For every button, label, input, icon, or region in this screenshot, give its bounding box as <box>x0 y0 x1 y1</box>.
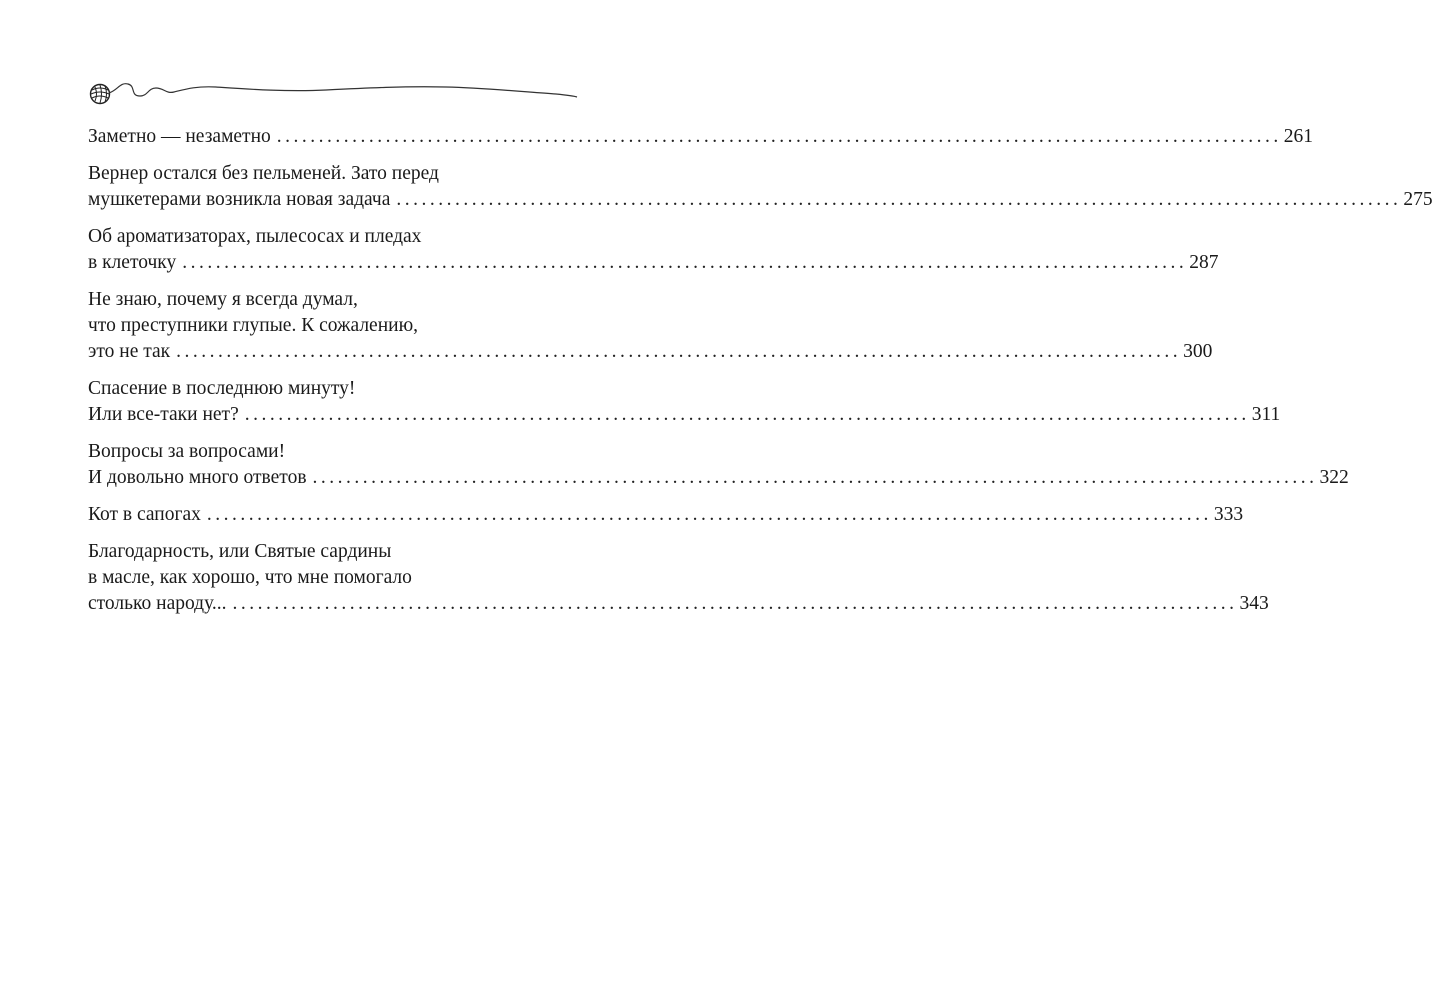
toc-entry <box>88 439 1349 491</box>
toc-entry <box>88 376 1281 428</box>
dot-leader: ........................................................................................................................ <box>244 404 1250 425</box>
toc-page-number: 300 <box>1183 341 1213 362</box>
yarn-ball-icon <box>91 85 110 104</box>
toc-entry <box>88 502 1244 528</box>
toc-page-number: 311 <box>1251 404 1281 425</box>
toc-entry-title-line: Кот в сапогах <box>88 504 201 525</box>
toc-entry-title-line: это не так <box>88 341 171 362</box>
yarn-ball-ornament <box>86 70 578 110</box>
toc-entry-title-line: И довольно много ответов <box>88 467 307 488</box>
toc-entry-last-line <box>88 250 1219 276</box>
toc-entry-title-line: что преступники глупые. К сожалению, <box>88 315 419 336</box>
toc-entry-last-line <box>88 124 1314 150</box>
toc-entry-title-line: Вопросы за вопросами! <box>88 441 286 462</box>
dot-leader: ........................................................................................................................ <box>206 504 1212 525</box>
toc-page-number: 261 <box>1283 126 1314 147</box>
toc-entry <box>88 287 1213 365</box>
toc-entry-last-line <box>88 591 1269 617</box>
dot-leader: ........................................................................................................................ <box>176 341 1182 362</box>
toc-entry-last-line <box>88 402 1281 428</box>
toc-entry-last-line <box>88 465 1349 491</box>
toc-page-number: 322 <box>1319 467 1349 488</box>
toc-page-number: 287 <box>1189 252 1219 273</box>
toc-entry-title-line: в масле, как хорошо, что мне помогало <box>88 567 412 588</box>
toc-entry-title-line: Благодарность, или Святые сардины <box>88 541 392 562</box>
toc-page-number: 343 <box>1239 593 1269 614</box>
toc-entry-title-line: Об ароматизаторах, пылесосах и пледах <box>88 226 422 247</box>
toc-entry-last-line <box>88 502 1244 528</box>
toc-entry-title-line: Вернер остался без пельменей. Зато перед <box>88 163 439 184</box>
dot-leader: ........................................................................................................................ <box>396 189 1402 210</box>
toc-entry-title-line: столько народу... <box>88 593 227 614</box>
toc-entry <box>88 539 1269 617</box>
dot-leader: ........................................................................................................................ <box>232 593 1238 614</box>
dot-leader: ........................................................................................................................ <box>182 252 1188 273</box>
toc-page-number: 275 <box>1403 189 1433 210</box>
toc-entry-last-line <box>88 187 1433 213</box>
toc-entry-title-line: мушкетерами возникла новая задача <box>88 189 391 210</box>
toc-entry-last-line <box>88 339 1213 365</box>
toc-entry-title-line: в клеточку <box>88 252 177 273</box>
toc-entry <box>88 161 1433 213</box>
toc-page-number: 333 <box>1213 504 1244 525</box>
toc-entry-title-line: Или все-таки нет? <box>88 404 239 425</box>
dot-leader: ........................................................................................................................ <box>312 467 1318 488</box>
toc-entry <box>88 224 1219 276</box>
toc-entry-title-line: Заметно — незаметно <box>88 126 271 147</box>
yarn-thread <box>109 84 577 97</box>
toc-entry-title-line: Спасение в последнюю минуту! <box>88 378 356 399</box>
table-of-contents <box>88 124 1433 628</box>
toc-entry <box>88 124 1314 150</box>
toc-entry-title-line: Не знаю, почему я всегда думал, <box>88 289 358 310</box>
dot-leader: ........................................................................................................................ <box>276 126 1282 147</box>
